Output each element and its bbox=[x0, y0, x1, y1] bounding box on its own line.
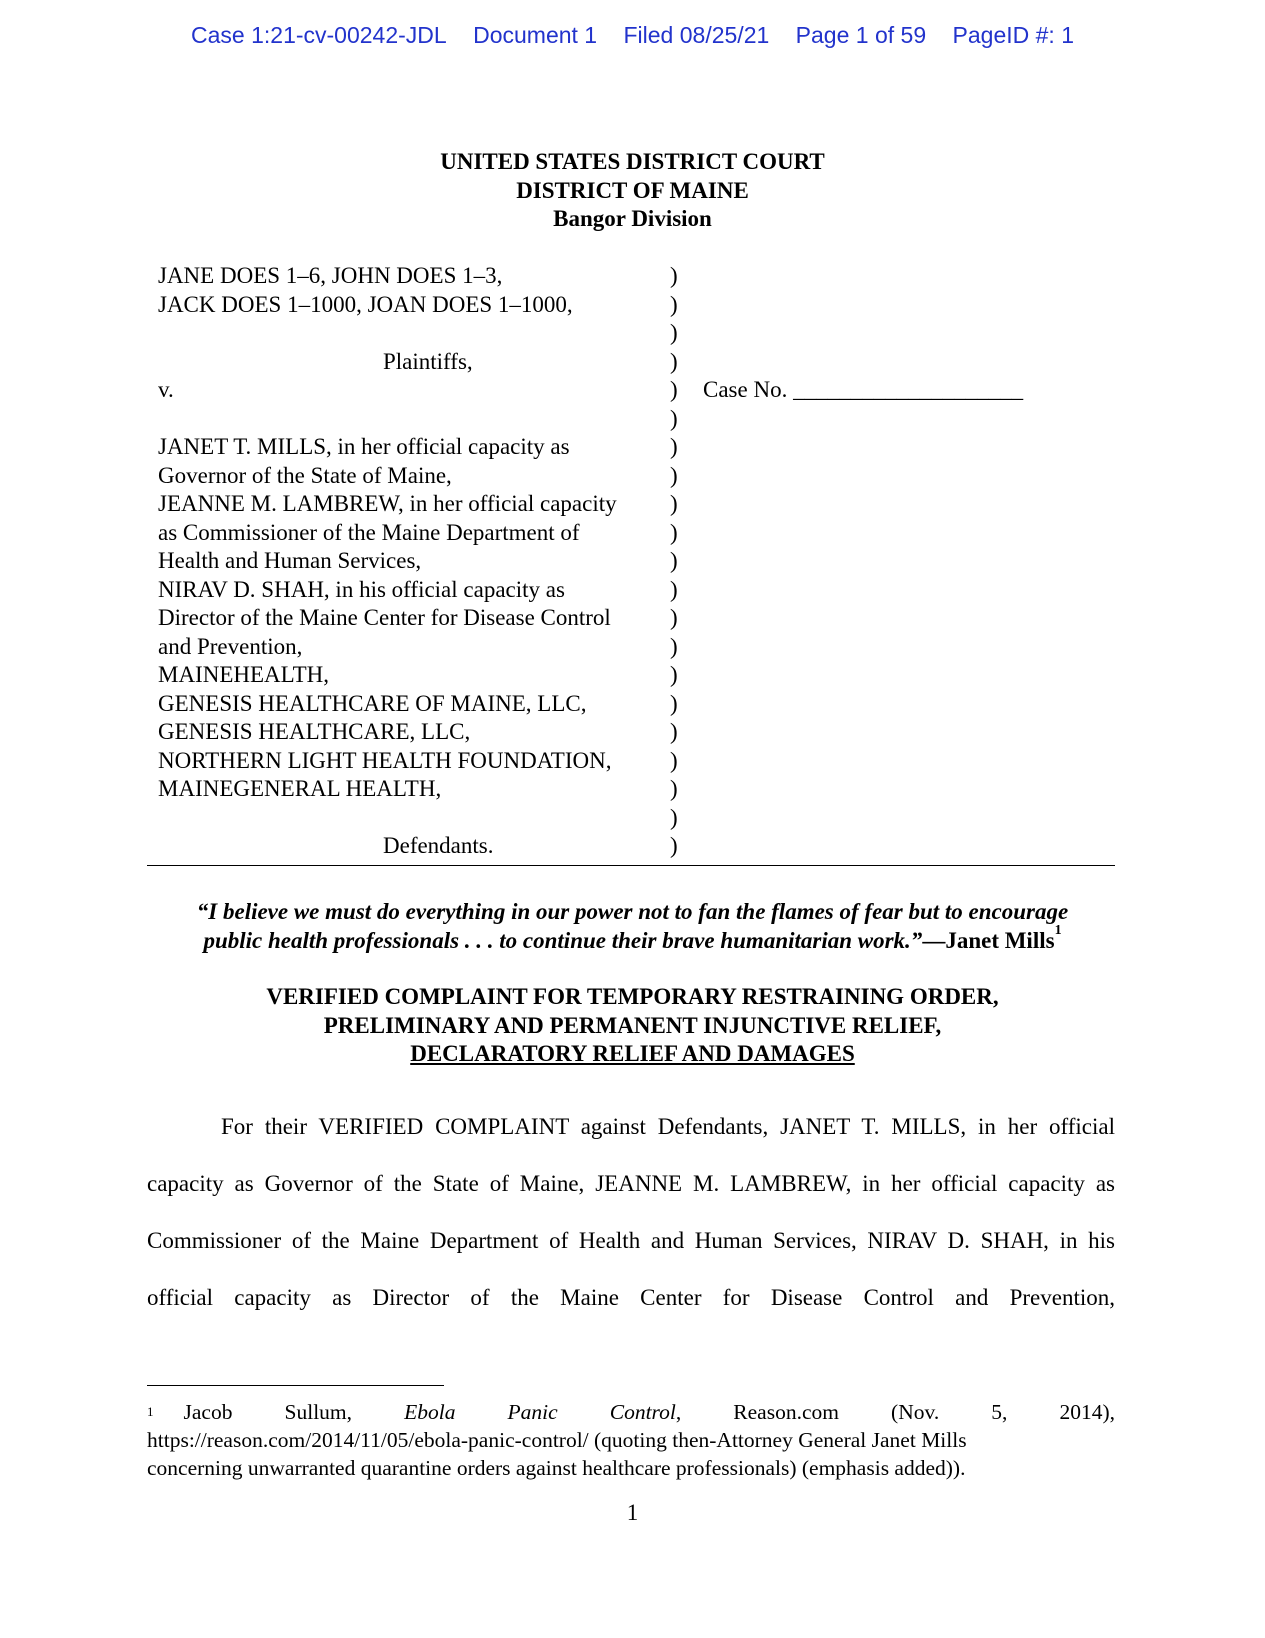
body-line-3: Commissioner of the Maine Department of Health and Human Services, NIRAV D. SHAH, in his bbox=[147, 1228, 1115, 1253]
paren: ) bbox=[670, 348, 678, 374]
plaintiffs-line-1: JANE DOES 1–6, JOHN DOES 1–3, bbox=[158, 263, 503, 288]
document-title bbox=[0, 983, 1265, 1069]
page-number: 1 bbox=[626, 1500, 639, 1525]
epigraph-line-2: public health professionals . . . to continue their brave humanitarian work.” bbox=[203, 927, 923, 953]
paren: ) bbox=[670, 519, 678, 545]
defendant-line: as Commissioner of the Maine Department of bbox=[158, 519, 580, 545]
footnote-reference: 1 bbox=[1054, 922, 1062, 938]
title-line-2: PRELIMINARY AND PERMANENT INJUNCTIVE RELIEF, bbox=[323, 1012, 942, 1038]
defendant-line: Governor of the State of Maine, bbox=[158, 462, 452, 488]
paren: ) bbox=[670, 291, 678, 317]
paren: ) bbox=[670, 633, 678, 659]
body-line-1: For their VERIFIED COMPLAINT against Defendants, JANET T. MILLS, in her official bbox=[221, 1114, 1115, 1139]
ecf-header bbox=[0, 22, 1265, 49]
paren: ) bbox=[670, 576, 678, 602]
defendant-line: and Prevention, bbox=[158, 633, 303, 659]
footnote-number: 1 bbox=[147, 1404, 154, 1419]
defendant-line: GENESIS HEALTHCARE, LLC, bbox=[158, 719, 471, 744]
footnote-article-title: Ebola Panic Control bbox=[404, 1400, 676, 1424]
header-document: Document 1 bbox=[473, 22, 598, 48]
paren: ) bbox=[670, 776, 678, 801]
body-line-4: official capacity as Director of the Maine Center for Disease Control and Prevention, bbox=[147, 1285, 1115, 1310]
footnote-source: , Reason.com (Nov. 5, 2014), bbox=[675, 1400, 1116, 1424]
body-line-2: capacity as Governor of the State of Maine, JEANNE M. LAMBREW, in her official capacity as bbox=[147, 1171, 1115, 1196]
title-line-3: DECLARATORY RELIEF AND DAMAGES bbox=[410, 1041, 855, 1066]
complaint-body bbox=[147, 1098, 1115, 1326]
defendant-line: Director of the Maine Center for Disease Control bbox=[158, 605, 611, 630]
caption-parties bbox=[158, 262, 658, 861]
versus-label: v. bbox=[158, 377, 174, 402]
header-page: Page 1 of 59 bbox=[795, 22, 927, 48]
title-line-1: VERIFIED COMPLAINT FOR TEMPORARY RESTRAINING ORDER, bbox=[266, 984, 999, 1009]
court-heading bbox=[0, 148, 1265, 234]
court-name: UNITED STATES DISTRICT COURT bbox=[440, 149, 825, 174]
court-division: Bangor Division bbox=[553, 206, 712, 231]
paren: ) bbox=[670, 662, 678, 687]
paren: ) bbox=[670, 719, 678, 744]
defendant-line: JANET T. MILLS, in her official capacity as bbox=[158, 434, 570, 459]
paren: ) bbox=[670, 434, 678, 459]
footnote-separator bbox=[147, 1385, 444, 1386]
paren: ) bbox=[670, 491, 678, 516]
defendant-line: MAINEGENERAL HEALTH, bbox=[158, 776, 442, 801]
caption-parentheses bbox=[670, 262, 678, 861]
defendant-line: GENESIS HEALTHCARE OF MAINE, LLC, bbox=[158, 690, 587, 716]
paren: ) bbox=[670, 804, 678, 830]
defendants-label: Defendants. bbox=[383, 833, 494, 858]
header-case-number: Case 1:21-cv-00242-JDL bbox=[191, 22, 447, 48]
paren: ) bbox=[670, 405, 678, 431]
footnote-author: Jacob Sullum, bbox=[183, 1400, 353, 1424]
defendant-line: Health and Human Services, bbox=[158, 548, 422, 573]
footnote bbox=[147, 1398, 1115, 1482]
paren: ) bbox=[670, 377, 678, 402]
paren: ) bbox=[670, 548, 678, 573]
paren: ) bbox=[670, 747, 678, 773]
court-district: DISTRICT OF MAINE bbox=[516, 177, 749, 203]
defendant-line: NIRAV D. SHAH, in his official capacity as bbox=[158, 576, 565, 602]
header-pageid: PageID #: 1 bbox=[952, 22, 1074, 48]
paren: ) bbox=[670, 690, 678, 716]
paren: ) bbox=[670, 605, 678, 630]
paren: ) bbox=[670, 833, 678, 858]
caption-divider bbox=[147, 865, 1115, 866]
case-number-field: Case No. ____________________ bbox=[703, 377, 1024, 402]
paren: ) bbox=[670, 263, 678, 288]
defendant-line: NORTHERN LIGHT HEALTH FOUNDATION, bbox=[158, 747, 612, 773]
epigraph-attribution: —Janet Mills bbox=[922, 927, 1055, 953]
paren: ) bbox=[670, 320, 678, 345]
plaintiffs-line-2: JACK DOES 1–1000, JOAN DOES 1–1000, bbox=[158, 291, 573, 317]
defendant-line: JEANNE M. LAMBREW, in her official capacity bbox=[158, 491, 617, 516]
header-filed-date: Filed 08/25/21 bbox=[623, 22, 770, 48]
plaintiffs-label: Plaintiffs, bbox=[383, 348, 473, 374]
epigraph-quote bbox=[0, 898, 1265, 955]
paren: ) bbox=[670, 462, 678, 488]
epigraph-line-1: “I believe we must do everything in our power not to fan the flames of fear but to encourage bbox=[196, 899, 1069, 924]
defendant-line: MAINEHEALTH, bbox=[158, 662, 329, 687]
footnote-url-line: https://reason.com/2014/11/05/ebola-panic-control/ (quoting then-Attorney General Janet Mills bbox=[147, 1428, 967, 1452]
footnote-line-3: concerning unwarranted quarantine orders against healthcare professionals) (emphasis added)). bbox=[147, 1456, 966, 1480]
